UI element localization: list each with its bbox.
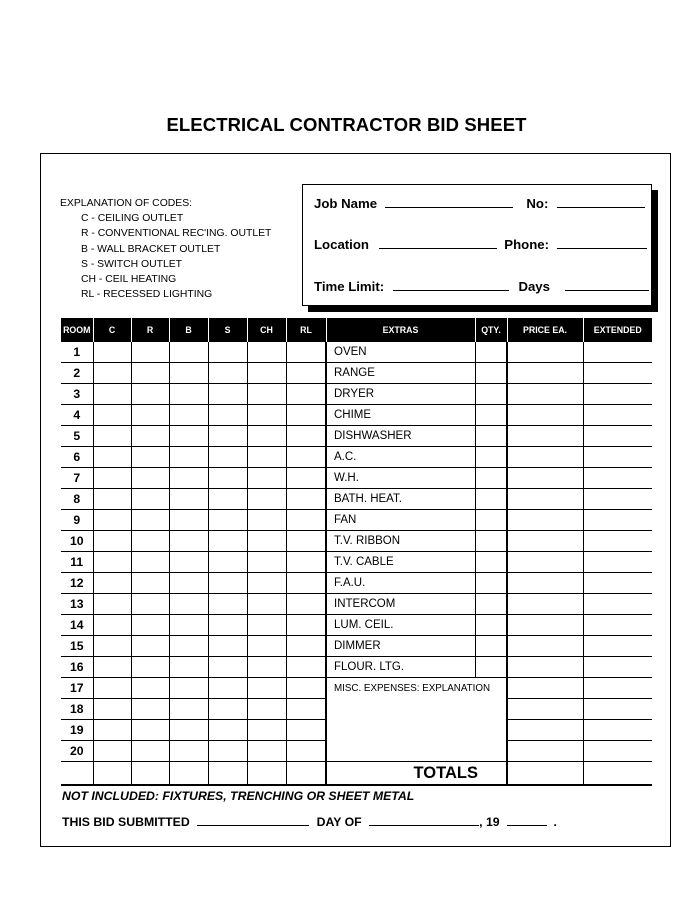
cell-extended[interactable] — [583, 510, 652, 531]
cell-s[interactable] — [208, 636, 247, 657]
cell-s[interactable] — [208, 468, 247, 489]
cell-qty[interactable] — [475, 594, 507, 615]
cell-price-each[interactable] — [507, 468, 583, 489]
not-included-note: NOT INCLUDED: FIXTURES, TRENCHING OR SHEET METAL — [62, 789, 415, 803]
cell-qty[interactable] — [475, 573, 507, 594]
total-extended[interactable] — [583, 762, 652, 786]
cell-rl[interactable] — [286, 531, 326, 552]
cell-b[interactable] — [169, 594, 208, 615]
room-number: 2 — [61, 363, 93, 384]
cell-price-each[interactable] — [507, 636, 583, 657]
job-row — [314, 196, 645, 211]
cell-s[interactable] — [208, 363, 247, 384]
cell-rl[interactable] — [286, 363, 326, 384]
cell-price-each[interactable] — [507, 447, 583, 468]
cell-c[interactable] — [93, 552, 131, 573]
day-of-label: DAY OF — [316, 815, 362, 829]
time-row — [314, 279, 649, 294]
code-item: B - WALL BRACKET OUTLET — [81, 243, 221, 255]
cell-rl[interactable] — [286, 741, 326, 762]
cell-b[interactable] — [169, 720, 208, 741]
cell-r[interactable] — [131, 426, 169, 447]
extras-item: F.A.U. — [326, 573, 475, 594]
extras-item: OVEN — [326, 342, 475, 363]
cell-ch[interactable] — [247, 489, 286, 510]
bid-submitted-line — [62, 815, 557, 829]
room-number: 4 — [61, 405, 93, 426]
cell-s[interactable] — [208, 573, 247, 594]
room-number: 15 — [61, 636, 93, 657]
room-number: 12 — [61, 573, 93, 594]
cell-s[interactable] — [208, 657, 247, 678]
header-qty: QTY. — [475, 318, 507, 342]
cell-ch[interactable] — [247, 594, 286, 615]
cell-price-each[interactable] — [507, 678, 583, 699]
extras-item: RANGE — [326, 363, 475, 384]
cell-qty[interactable] — [475, 447, 507, 468]
cell-r[interactable] — [131, 405, 169, 426]
extras-item: CHIME — [326, 405, 475, 426]
cell-s[interactable] — [208, 678, 247, 699]
cell-extended[interactable] — [583, 468, 652, 489]
cell-qty[interactable] — [475, 342, 507, 363]
cell-c[interactable] — [93, 678, 131, 699]
cell-rl[interactable] — [286, 615, 326, 636]
cell-r[interactable] — [131, 552, 169, 573]
cell-b[interactable] — [169, 741, 208, 762]
cell-r[interactable] — [131, 657, 169, 678]
cell-price-each[interactable] — [507, 489, 583, 510]
extras-item: LUM. CEIL. — [326, 615, 475, 636]
job-name-field[interactable] — [385, 206, 513, 208]
cell-extended[interactable] — [583, 657, 652, 678]
cell-price-each[interactable] — [507, 363, 583, 384]
cell-c[interactable] — [93, 405, 131, 426]
cell-extended[interactable] — [583, 636, 652, 657]
cell-r[interactable] — [131, 720, 169, 741]
cell-s[interactable] — [208, 447, 247, 468]
cell-extended[interactable] — [583, 573, 652, 594]
job-name-label: Job Name — [314, 196, 378, 211]
cell-ch[interactable] — [247, 741, 286, 762]
cell-rl[interactable] — [286, 594, 326, 615]
extras-item — [326, 720, 507, 741]
cell-extended[interactable] — [583, 342, 652, 363]
table-row — [61, 720, 652, 741]
job-no-label: No: — [526, 196, 549, 211]
cell-extended[interactable] — [583, 594, 652, 615]
cell-ch[interactable] — [247, 426, 286, 447]
cell-s[interactable] — [208, 405, 247, 426]
code-item: CH - CEIL HEATING — [81, 274, 177, 286]
cell-c[interactable] — [93, 741, 131, 762]
cell-rl[interactable] — [286, 720, 326, 741]
cell-b[interactable] — [169, 636, 208, 657]
cell-r[interactable] — [131, 489, 169, 510]
table-row — [61, 741, 652, 762]
cell-ch[interactable] — [247, 510, 286, 531]
location-field[interactable] — [379, 247, 497, 249]
table-header-row — [61, 318, 652, 342]
room-number: 13 — [61, 594, 93, 615]
header-ch: CH — [247, 318, 286, 342]
cell-s[interactable] — [208, 342, 247, 363]
table-row — [61, 657, 652, 678]
cell-price-each[interactable] — [507, 657, 583, 678]
table-row — [61, 447, 652, 468]
totals-row — [61, 762, 652, 786]
cell-c[interactable] — [93, 510, 131, 531]
cell-b[interactable] — [169, 426, 208, 447]
table-row — [61, 363, 652, 384]
header-extras: EXTRAS — [326, 318, 475, 342]
total-ch[interactable] — [247, 762, 286, 786]
cell-price-each[interactable] — [507, 405, 583, 426]
page-title: ELECTRICAL CONTRACTOR BID SHEET — [166, 114, 527, 135]
cell-qty[interactable] — [475, 510, 507, 531]
cell-rl[interactable] — [286, 489, 326, 510]
extras-item — [326, 741, 507, 762]
bid-submitted-field[interactable] — [197, 824, 309, 826]
cell-qty[interactable] — [475, 531, 507, 552]
cell-qty[interactable] — [475, 615, 507, 636]
total-price-each[interactable] — [507, 762, 583, 786]
cell-c[interactable] — [93, 363, 131, 384]
cell-extended[interactable] — [583, 552, 652, 573]
cell-rl[interactable] — [286, 657, 326, 678]
cell-r[interactable] — [131, 699, 169, 720]
total-s[interactable] — [208, 762, 247, 786]
cell-ch[interactable] — [247, 552, 286, 573]
cell-qty[interactable] — [475, 489, 507, 510]
cell-qty[interactable] — [475, 384, 507, 405]
totals-label: TOTALS — [326, 762, 507, 786]
cell-rl[interactable] — [286, 468, 326, 489]
phone-field[interactable] — [557, 247, 647, 249]
header-r: R — [131, 318, 169, 342]
cell-price-each[interactable] — [507, 342, 583, 363]
header-price-each: PRICE EA. — [507, 318, 583, 342]
cell-qty[interactable] — [475, 468, 507, 489]
cell-ch[interactable] — [247, 468, 286, 489]
cell-b[interactable] — [169, 531, 208, 552]
code-item: C - CEILING OUTLET — [81, 213, 184, 225]
extras-item: DISHWASHER — [326, 426, 475, 447]
cell-c[interactable] — [93, 699, 131, 720]
cell-b[interactable] — [169, 699, 208, 720]
cell-r[interactable] — [131, 594, 169, 615]
cell-ch[interactable] — [247, 636, 286, 657]
room-number: 16 — [61, 657, 93, 678]
code-item: RL - RECESSED LIGHTING — [81, 289, 213, 301]
cell-c[interactable] — [93, 573, 131, 594]
table-row — [61, 615, 652, 636]
cell-s[interactable] — [208, 615, 247, 636]
cell-extended[interactable] — [583, 699, 652, 720]
table-row — [61, 510, 652, 531]
job-info-box — [302, 184, 652, 306]
day-of-field[interactable] — [369, 824, 479, 826]
cell-rl[interactable] — [286, 384, 326, 405]
cell-rl[interactable] — [286, 426, 326, 447]
cell-c[interactable] — [93, 720, 131, 741]
cell-c[interactable] — [93, 384, 131, 405]
cell-rl[interactable] — [286, 573, 326, 594]
cell-extended[interactable] — [583, 363, 652, 384]
extras-item — [326, 699, 507, 720]
table-row — [61, 678, 652, 699]
room-number: 20 — [61, 741, 93, 762]
room-number: 18 — [61, 699, 93, 720]
table-row — [61, 489, 652, 510]
room-number: 3 — [61, 384, 93, 405]
cell-extended[interactable] — [583, 741, 652, 762]
extras-item: FLOUR. LTG. — [326, 657, 475, 678]
cell-b[interactable] — [169, 678, 208, 699]
room-number: 10 — [61, 531, 93, 552]
cell-extended[interactable] — [583, 447, 652, 468]
table-row — [61, 468, 652, 489]
cell-extended[interactable] — [583, 384, 652, 405]
cell-price-each[interactable] — [507, 720, 583, 741]
extras-item: MISC. EXPENSES: EXPLANATION — [326, 678, 507, 699]
cell-ch[interactable] — [247, 657, 286, 678]
cell-ch[interactable] — [247, 531, 286, 552]
cell-c[interactable] — [93, 426, 131, 447]
cell-b[interactable] — [169, 657, 208, 678]
table-row — [61, 636, 652, 657]
extras-item: FAN — [326, 510, 475, 531]
cell-price-each[interactable] — [507, 426, 583, 447]
cell-b[interactable] — [169, 552, 208, 573]
cell-s[interactable] — [208, 489, 247, 510]
room-number: 9 — [61, 510, 93, 531]
cell-extended[interactable] — [583, 531, 652, 552]
cell-r[interactable] — [131, 573, 169, 594]
total-b[interactable] — [169, 762, 208, 786]
cell-ch[interactable] — [247, 342, 286, 363]
cell-extended[interactable] — [583, 489, 652, 510]
room-number: 14 — [61, 615, 93, 636]
cell-ch[interactable] — [247, 573, 286, 594]
cell-rl[interactable] — [286, 552, 326, 573]
cell-s[interactable] — [208, 720, 247, 741]
cell-rl[interactable] — [286, 405, 326, 426]
cell-c[interactable] — [93, 489, 131, 510]
job-no-field[interactable] — [557, 206, 645, 208]
cell-price-each[interactable] — [507, 531, 583, 552]
cell-b[interactable] — [169, 405, 208, 426]
table-row — [61, 573, 652, 594]
cell-b[interactable] — [169, 447, 208, 468]
cell-r[interactable] — [131, 510, 169, 531]
cell-r[interactable] — [131, 531, 169, 552]
cell-b[interactable] — [169, 342, 208, 363]
room-number: 1 — [61, 342, 93, 363]
location-label: Location — [314, 237, 369, 252]
cell-rl[interactable] — [286, 678, 326, 699]
cell-ch[interactable] — [247, 447, 286, 468]
cell-ch[interactable] — [247, 720, 286, 741]
cell-r[interactable] — [131, 741, 169, 762]
bid-table — [61, 318, 652, 786]
cell-s[interactable] — [208, 699, 247, 720]
cell-s[interactable] — [208, 426, 247, 447]
cell-rl[interactable] — [286, 636, 326, 657]
code-item: S - SWITCH OUTLET — [81, 258, 183, 270]
table-row — [61, 426, 652, 447]
days-field[interactable] — [565, 289, 649, 291]
cell-qty[interactable] — [475, 636, 507, 657]
room-number: 5 — [61, 426, 93, 447]
room-number: 8 — [61, 489, 93, 510]
extras-item: W.H. — [326, 468, 475, 489]
cell-ch[interactable] — [247, 405, 286, 426]
extras-item: INTERCOM — [326, 594, 475, 615]
cell-r[interactable] — [131, 384, 169, 405]
cell-r[interactable] — [131, 363, 169, 384]
table-row — [61, 594, 652, 615]
total-c[interactable] — [93, 762, 131, 786]
extras-item: DIMMER — [326, 636, 475, 657]
cell-s[interactable] — [208, 741, 247, 762]
total-r[interactable] — [131, 762, 169, 786]
cell-ch[interactable] — [247, 615, 286, 636]
cell-price-each[interactable] — [507, 573, 583, 594]
cell-c[interactable] — [93, 636, 131, 657]
phone-label: Phone: — [504, 237, 549, 252]
cell-rl[interactable] — [286, 447, 326, 468]
cell-qty[interactable] — [475, 552, 507, 573]
cell-r[interactable] — [131, 342, 169, 363]
extras-item: T.V. RIBBON — [326, 531, 475, 552]
cell-ch[interactable] — [247, 363, 286, 384]
cell-extended[interactable] — [583, 405, 652, 426]
cell-r[interactable] — [131, 468, 169, 489]
cell-r[interactable] — [131, 447, 169, 468]
cell-ch[interactable] — [247, 678, 286, 699]
days-label: Days — [518, 279, 550, 294]
cell-r[interactable] — [131, 636, 169, 657]
cell-price-each[interactable] — [507, 594, 583, 615]
cell-s[interactable] — [208, 531, 247, 552]
extras-item: T.V. CABLE — [326, 552, 475, 573]
cell-extended[interactable] — [583, 426, 652, 447]
room-number: 6 — [61, 447, 93, 468]
room-number: 19 — [61, 720, 93, 741]
cell-rl[interactable] — [286, 510, 326, 531]
cell-c[interactable] — [93, 594, 131, 615]
table-row — [61, 699, 652, 720]
cell-s[interactable] — [208, 552, 247, 573]
cell-s[interactable] — [208, 510, 247, 531]
cell-qty[interactable] — [475, 426, 507, 447]
codes-legend — [60, 196, 271, 302]
cell-b[interactable] — [169, 489, 208, 510]
cell-price-each[interactable] — [507, 615, 583, 636]
cell-b[interactable] — [169, 384, 208, 405]
room-number: 11 — [61, 552, 93, 573]
cell-extended[interactable] — [583, 678, 652, 699]
header-room: ROOM — [61, 318, 93, 342]
cell-extended[interactable] — [583, 720, 652, 741]
cell-ch[interactable] — [247, 699, 286, 720]
cell-b[interactable] — [169, 573, 208, 594]
cell-price-each[interactable] — [507, 699, 583, 720]
extras-item: DRYER — [326, 384, 475, 405]
cell-s[interactable] — [208, 594, 247, 615]
extras-item: A.C. — [326, 447, 475, 468]
year-field[interactable] — [507, 824, 547, 826]
cell-s[interactable] — [208, 384, 247, 405]
table-row — [61, 531, 652, 552]
codes-heading: EXPLANATION OF CODES: — [60, 198, 193, 209]
extras-item: BATH. HEAT. — [326, 489, 475, 510]
cell-c[interactable] — [93, 342, 131, 363]
room-number: 7 — [61, 468, 93, 489]
cell-qty[interactable] — [475, 657, 507, 678]
cell-c[interactable] — [93, 468, 131, 489]
cell-price-each[interactable] — [507, 552, 583, 573]
cell-c[interactable] — [93, 657, 131, 678]
period-mark: . — [553, 815, 557, 829]
cell-b[interactable] — [169, 510, 208, 531]
cell-c[interactable] — [93, 615, 131, 636]
cell-qty[interactable] — [475, 363, 507, 384]
header-s: S — [208, 318, 247, 342]
table-row — [61, 342, 652, 363]
header-extended: EXTENDED — [583, 318, 652, 342]
cell-b[interactable] — [169, 615, 208, 636]
time-limit-label: Time Limit: — [314, 279, 385, 294]
cell-price-each[interactable] — [507, 741, 583, 762]
location-row — [314, 237, 647, 252]
cell-b[interactable] — [169, 468, 208, 489]
cell-ch[interactable] — [247, 384, 286, 405]
cell-r[interactable] — [131, 615, 169, 636]
cell-price-each[interactable] — [507, 384, 583, 405]
header-c: C — [93, 318, 131, 342]
cell-c[interactable] — [93, 447, 131, 468]
cell-price-each[interactable] — [507, 510, 583, 531]
cell-r[interactable] — [131, 678, 169, 699]
totals-room-cell — [61, 762, 93, 786]
header-rl: RL — [286, 318, 326, 342]
total-rl[interactable] — [286, 762, 326, 786]
cell-b[interactable] — [169, 363, 208, 384]
cell-c[interactable] — [93, 531, 131, 552]
year-prefix: , 19 — [479, 815, 500, 829]
cell-rl[interactable] — [286, 699, 326, 720]
time-limit-field[interactable] — [393, 289, 509, 291]
room-number: 17 — [61, 678, 93, 699]
cell-qty[interactable] — [475, 405, 507, 426]
table-row — [61, 552, 652, 573]
code-item: R - CONVENTIONAL REC'ING. OUTLET — [81, 228, 272, 240]
bid-submitted-label: THIS BID SUBMITTED — [62, 815, 190, 829]
table-row — [61, 384, 652, 405]
header-b: B — [169, 318, 208, 342]
cell-rl[interactable] — [286, 342, 326, 363]
table-row — [61, 405, 652, 426]
cell-extended[interactable] — [583, 615, 652, 636]
